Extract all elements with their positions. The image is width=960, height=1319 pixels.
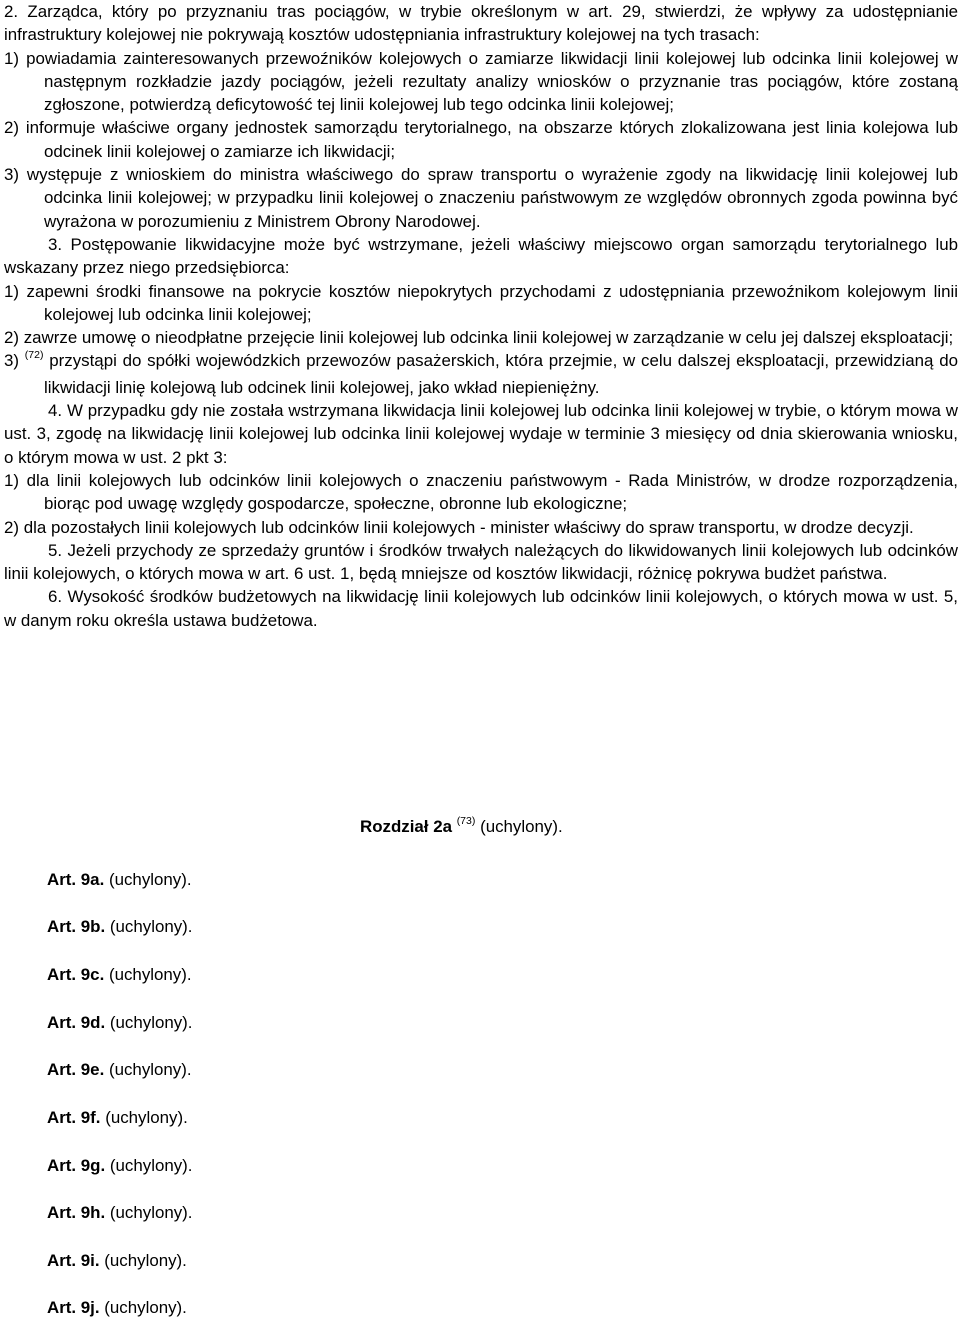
article-label: Art. 9f.: [47, 1108, 101, 1127]
article-label: Art. 9i.: [47, 1251, 100, 1270]
article-9e: [47, 1058, 192, 1081]
article-9i: [47, 1249, 187, 1272]
article-label: Art. 9e.: [47, 1060, 105, 1079]
paragraph-3: 3. Postępowanie likwidacyjne może być wstrzymane, jeżeli właściwy miejscowo organ samorządu terytorialnego lub wskazany przez niego przedsiębiorca:: [4, 234, 958, 278]
article-status: (uchylony).: [109, 1156, 193, 1175]
paragraph-5: 5. Jeżeli przychody ze sprzedaży gruntów i środków trwałych należących do likwidowanych linii kolejowych lub odcinków linii kolejowych, o których mowa w art. 6 ust. 1, będą mniejsze od kosztów likwidacji, różnicę pokrywa budżet państwa.: [4, 540, 958, 584]
article-status: (uchylony).: [104, 1298, 187, 1317]
item-4-2: 2) dla pozostałych linii kolejowych lub odcinków linii kolejowych - minister właściwy do spraw transportu, w drodze decyzji.: [4, 517, 914, 537]
article-status: (uchylony).: [105, 1108, 188, 1127]
article-9j: [47, 1296, 187, 1319]
article-status: (uchylony).: [108, 870, 192, 889]
item-2-1: 1) powiadamia zainteresowanych przewoźników kolejowych o zamiarze likwidacji linii kolejowej lub odcinka linii kolejowej w następnym rozkładzie jazdy pociągów, jeżeli rezultaty analizy wniosków o przyznanie tras pociągów, które zostaną zgłoszone, potwierdzą deficytowość tej linii kolejowej lub tego odcinka linii kolejowej;: [4, 48, 958, 115]
paragraph-6: 6. Wysokość środków budżetowych na likwidację linii kolejowych lub odcinków linii kolejowych, o których mowa w ust. 5, w danym roku określa ustawa budżetowa.: [4, 587, 958, 630]
paragraph-4: 4. W przypadku gdy nie została wstrzymana likwidacja linii kolejowej lub odcinka linii kolejowej w trybie, o którym mowa w ust. 3, zgodę na likwidację linii kolejowej lub odcinka linii kolejowej wydaje w terminie 3 miesięcy od dnia skierowania wniosku, o którym mowa w ust. 2 pkt 3:: [4, 401, 958, 467]
article-label: Art. 9g.: [47, 1156, 106, 1175]
article-label: Art. 9h.: [47, 1203, 106, 1222]
item-3-3-number: 3): [4, 351, 25, 371]
chapter-title: Rozdział 2a: [360, 817, 452, 836]
item-2-3: 3) występuje z wnioskiem do ministra właściwego do spraw transportu o wyrażenie zgody na likwidację linii kolejowej lub odcinka linii kolejowej; w przypadku linii kolejowej o znaczeniu państwowym ze względów obronnych zgoda powinna być wyrażona w porozumieniu z Ministrem Obrony Narodowej.: [4, 165, 958, 231]
article-status: (uchylony).: [104, 1251, 187, 1270]
document-body: [4, 0, 958, 632]
item-3-3-text: przystąpi do spółki wojewódzkich przewozów pasażerskich, która przejmie, w celu dalszej eksploatacji, przewidzianą do likwidacji linię kolejową lub odcinek linii kolejowej, jako wkład niepieniężny.: [43, 351, 958, 397]
article-9h: [47, 1201, 193, 1224]
article-label: Art. 9j.: [47, 1298, 100, 1317]
article-status: (uchylony).: [109, 1013, 193, 1032]
article-9g: [47, 1154, 193, 1177]
item-3-1: 1) zapewni środki finansowe na pokrycie kosztów niepokrytych przychodami z udostępniania przewoźnikom kolejowym linii kolejowej lub odcinka linii kolejowej;: [4, 281, 958, 324]
article-9f: [47, 1106, 188, 1129]
article-status: (uchylony).: [109, 1203, 193, 1222]
chapter-status: (uchylony).: [480, 817, 563, 836]
item-2-2: 2) informuje właściwe organy jednostek samorządu terytorialnego, na obszarze których zlokalizowana jest linia kolejowa lub odcinek linii kolejowej o zamiarze ich likwidacji;: [4, 118, 958, 161]
article-9c: [47, 963, 192, 986]
chapter-heading: [360, 815, 563, 841]
article-label: Art. 9b.: [47, 917, 106, 936]
footnote-ref-72[interactable]: (72): [24, 349, 44, 362]
paragraph-2: 2. Zarządca, który po przyznaniu tras pociągów, w trybie określonym w art. 29, stwierdzi, że wpływy za udostępnianie infrastruktury kolejowej nie pokrywają kosztów udostępniania infrastruktury kolejowej na tych trasach:: [4, 2, 958, 45]
item-3-3: [4, 349, 958, 399]
article-label: Art. 9d.: [47, 1013, 106, 1032]
article-label: Art. 9c.: [47, 965, 105, 984]
item-4-1: 1) dla linii kolejowych lub odcinków linii kolejowych o znaczeniu państwowym - Rada Ministrów, w drodze rozporządzenia, biorąc pod uwagę względy gospodarcze, społeczne, obronne lub ekologiczne;: [4, 470, 958, 514]
article-status: (uchylony).: [109, 917, 193, 936]
article-status: (uchylony).: [108, 965, 192, 984]
article-status: (uchylony).: [108, 1060, 192, 1079]
article-9b: [47, 915, 193, 938]
item-3-2: 2) zawrze umowę o nieodpłatne przejęcie linii kolejowej lub odcinka linii kolejowej w zarządzanie w celu jej dalszej eksploatacji;: [4, 328, 954, 348]
article-9a: [47, 868, 192, 891]
footnote-ref-73[interactable]: (73): [456, 815, 476, 827]
article-label: Art. 9a.: [47, 870, 105, 889]
article-9d: [47, 1011, 193, 1034]
